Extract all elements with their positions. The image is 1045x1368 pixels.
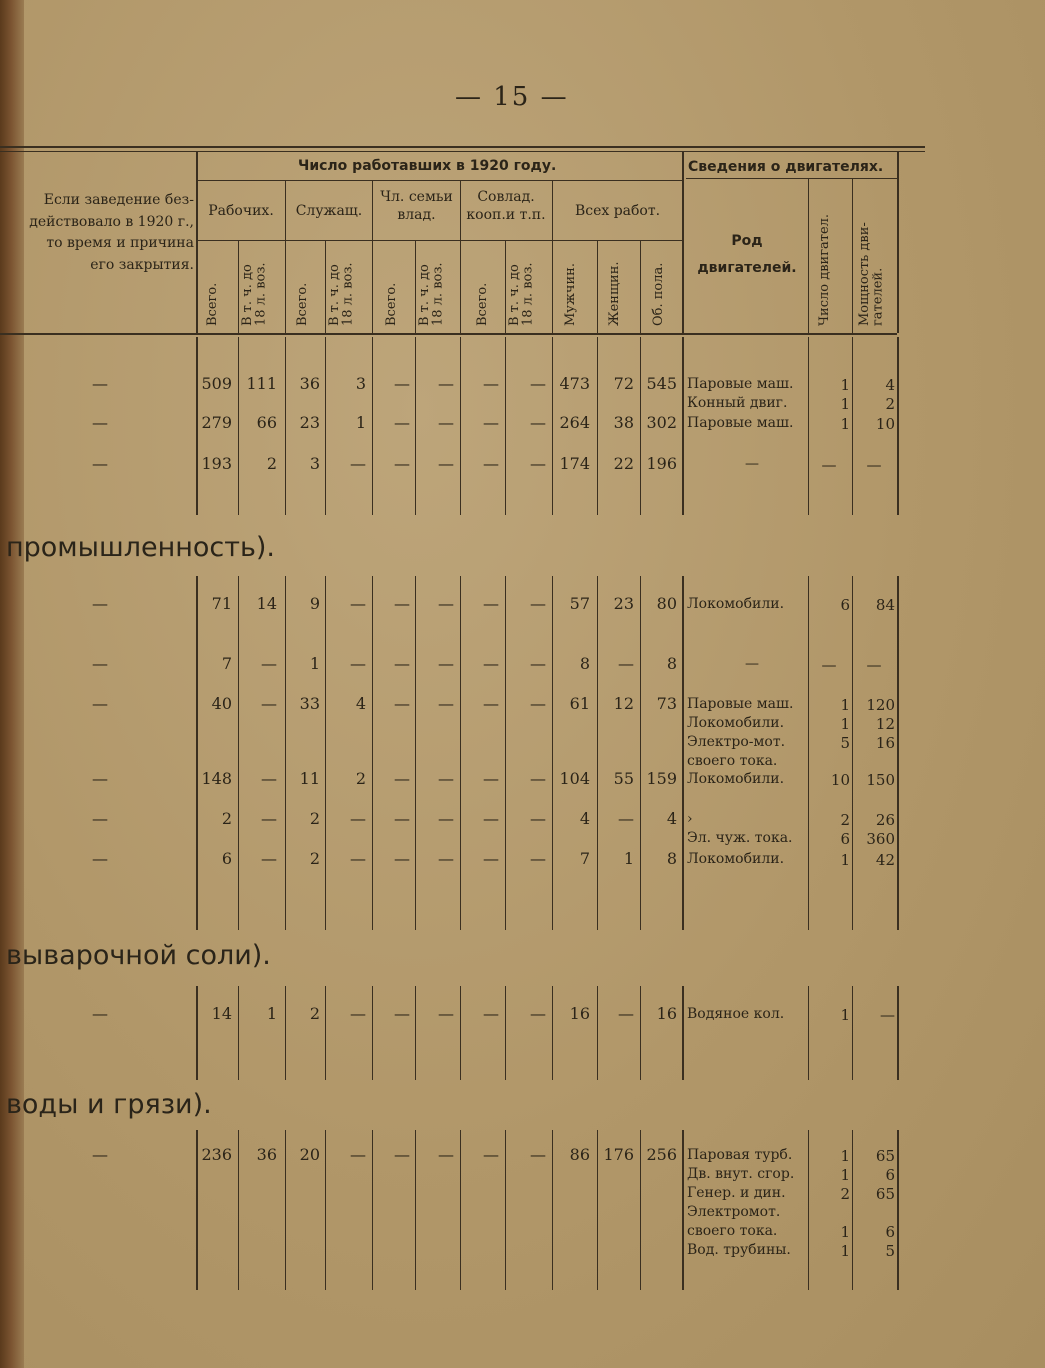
col-sep [808, 178, 809, 333]
row-closure-note: — [92, 849, 108, 868]
table-cell: 3 [355, 374, 366, 393]
col-rule [505, 576, 506, 930]
col-rule [897, 986, 899, 1080]
table-cell: 4 [579, 809, 590, 828]
table-cell: — [483, 769, 499, 788]
col-sep [415, 240, 416, 333]
table-cell: — [530, 454, 546, 473]
row-closure-note: — [92, 1145, 108, 1164]
table-cell: — [438, 1145, 454, 1164]
table-cell: — [483, 454, 499, 473]
table-cell: — [618, 1004, 634, 1023]
engine-power: — [866, 656, 882, 674]
sub-cooperative: Совлад. кооп.и т.п. [466, 189, 546, 224]
col-engine-power: Мощность дви- гателей. [857, 222, 886, 326]
col-rule [196, 576, 198, 930]
col-rule [505, 986, 506, 1080]
table-cell: 57 [569, 594, 590, 613]
engine-type: › [687, 811, 693, 827]
table-cell: — [394, 654, 410, 673]
col-rule [682, 576, 684, 930]
row-closure-note: — [92, 769, 108, 788]
table-cell: 302 [646, 413, 677, 432]
table-cell: 38 [613, 413, 634, 432]
col-under18: В т. ч. до 18 л. воз. [507, 262, 536, 326]
table-cell: 2 [266, 454, 277, 473]
table-cell: — [483, 694, 499, 713]
table-cell: — [261, 694, 277, 713]
col-rule [552, 986, 553, 1080]
table-cell: 148 [201, 769, 232, 788]
table-cell: — [394, 849, 410, 868]
col-rule [238, 576, 239, 930]
sub-workers: Рабочих. [208, 203, 274, 219]
table-cell: 8 [579, 654, 590, 673]
engine-power: 10 [875, 415, 895, 433]
table-cell: 7 [221, 654, 232, 673]
table-cell: 11 [299, 769, 320, 788]
table-cell: — [261, 849, 277, 868]
table-cell: — [394, 1145, 410, 1164]
table-cell: 256 [646, 1145, 677, 1164]
engine-power: 65 [875, 1147, 895, 1165]
table-cell: 20 [299, 1145, 320, 1164]
table-cell: — [394, 374, 410, 393]
col-rule [552, 576, 553, 930]
engine-type: своего тока. [687, 753, 778, 769]
row-closure-note: — [92, 1004, 108, 1023]
table-cell: 8 [666, 654, 677, 673]
section-heading: промышленность). [6, 532, 275, 563]
table-cell: 2 [355, 769, 366, 788]
table-cell: — [530, 1004, 546, 1023]
table-cell: 473 [559, 374, 590, 393]
engine-type: Локомобили. [687, 771, 785, 787]
table-cell: 509 [201, 374, 232, 393]
col-rule [372, 986, 373, 1080]
col-rule [415, 576, 416, 930]
engine-power: 42 [875, 851, 895, 869]
engine-count: 5 [840, 734, 850, 752]
engine-power: 26 [875, 811, 895, 829]
group-header-rule [198, 180, 683, 181]
engine-power: 2 [885, 395, 895, 413]
table-cell: 40 [211, 694, 232, 713]
engine-count: 1 [840, 1223, 850, 1241]
engine-type: своего тока. [687, 1223, 778, 1239]
engine-count: 10 [830, 771, 850, 789]
table-cell: 6 [221, 849, 232, 868]
table-cell: 193 [201, 454, 232, 473]
engine-type: Водяное кол. [687, 1006, 785, 1022]
engine-count: 1 [840, 715, 850, 733]
table-cell: — [261, 769, 277, 788]
section-heading: выварочной соли). [6, 940, 271, 971]
table-cell: — [438, 413, 454, 432]
engine-power: — [866, 456, 882, 474]
row-closure-note: — [92, 413, 108, 432]
table-cell: 33 [299, 694, 320, 713]
table-cell: — [530, 809, 546, 828]
engine-count: 1 [840, 395, 850, 413]
col-sep [325, 240, 326, 333]
col-under18: В т. ч. до 18 л. воз. [240, 262, 269, 326]
sub-employees: Служащ. [295, 203, 363, 219]
table-cell: 14 [211, 1004, 232, 1023]
table-cell: — [530, 1145, 546, 1164]
engine-power: 84 [875, 596, 895, 614]
table-cell: 236 [201, 1145, 232, 1164]
table-cell: — [394, 413, 410, 432]
col-rule [597, 576, 598, 930]
engine-type: Генер. и дин. [687, 1185, 786, 1201]
table-cell: — [350, 849, 366, 868]
table-cell: — [350, 594, 366, 613]
table-cell: 111 [246, 374, 277, 393]
col-rule [597, 986, 598, 1080]
row-closure-note: — [92, 594, 108, 613]
table-cell: 3 [309, 454, 320, 473]
inactive-header: Если заведение без- действовало в 1920 г., то время и причина его закрытия. [29, 192, 194, 274]
col-rule [460, 576, 461, 930]
table-cell: — [261, 809, 277, 828]
engine-type: Электромот. [687, 1204, 781, 1220]
col-both-sexes: Об. пола. [651, 262, 666, 326]
col-women: Женщин. [607, 261, 622, 326]
table-cell: — [530, 769, 546, 788]
col-rule [897, 576, 899, 930]
table-cell: — [483, 374, 499, 393]
table-cell: 4 [355, 694, 366, 713]
page-number: — 15 — [455, 82, 569, 112]
table-cell: — [530, 694, 546, 713]
table-cell: 264 [559, 413, 590, 432]
table-cell: 2 [221, 809, 232, 828]
row-closure-note: — [92, 694, 108, 713]
col-sep [238, 240, 239, 333]
row-closure-note: — [92, 809, 108, 828]
table-cell: 1 [266, 1004, 277, 1023]
engine-type: — [745, 456, 759, 472]
engine-type: Эл. чуж. тока. [687, 830, 793, 846]
table-cell: 86 [569, 1145, 590, 1164]
table-cell: — [394, 694, 410, 713]
col-sep [597, 240, 598, 333]
col-rule [460, 986, 461, 1080]
engine-power: 4 [885, 376, 895, 394]
table-cell: — [350, 454, 366, 473]
col-sep [505, 240, 506, 333]
table-cell: 71 [211, 594, 232, 613]
engine-count: 1 [840, 376, 850, 394]
col-sep [897, 152, 899, 333]
table-cell: 22 [613, 454, 634, 473]
table-cell: — [350, 654, 366, 673]
col-sep [852, 178, 853, 333]
table-cell: — [618, 654, 634, 673]
engine-type: Локомобили. [687, 596, 785, 612]
col-rule [852, 986, 853, 1080]
table-cell: 23 [299, 413, 320, 432]
engine-count: 2 [840, 811, 850, 829]
engine-power: 120 [866, 696, 895, 714]
engine-count: 1 [840, 415, 850, 433]
engine-type: Конный двиг. [687, 395, 788, 411]
col-rule [682, 1130, 684, 1290]
col-rule [196, 986, 198, 1080]
table-cell: — [483, 849, 499, 868]
col-total: Всего. [475, 282, 490, 326]
table-cell: 104 [559, 769, 590, 788]
table-cell: — [394, 769, 410, 788]
table-cell: 1 [623, 849, 634, 868]
table-cell: — [261, 654, 277, 673]
table-cell: 23 [613, 594, 634, 613]
table-cell: — [438, 594, 454, 613]
col-sep [640, 240, 641, 333]
table-cell: 7 [579, 849, 590, 868]
col-total: Всего. [295, 282, 310, 326]
table-cell: 1 [309, 654, 320, 673]
engine-count: — [821, 656, 837, 674]
table-cell: 16 [656, 1004, 677, 1023]
col-rule [897, 1130, 899, 1290]
col-rule [415, 986, 416, 1080]
col-rule [897, 337, 899, 515]
table-cell: 176 [603, 1145, 634, 1164]
col-rule [238, 986, 239, 1080]
table-cell: — [530, 413, 546, 432]
table-cell: — [394, 809, 410, 828]
table-cell: 72 [613, 374, 634, 393]
table-cell: 4 [666, 809, 677, 828]
col-rule [682, 986, 684, 1080]
col-rule [372, 576, 373, 930]
engine-count: 1 [840, 1006, 850, 1024]
table-cell: 36 [256, 1145, 277, 1164]
table-cell: 159 [646, 769, 677, 788]
engine-power: — [880, 1006, 895, 1024]
engine-power: 6 [885, 1223, 895, 1241]
engine-header-rule [686, 178, 898, 179]
table-cell: 73 [656, 694, 677, 713]
table-cell: — [438, 809, 454, 828]
row-closure-note: — [92, 374, 108, 393]
table-cell: 545 [646, 374, 677, 393]
sub-family: Чл. семьи влад. [380, 189, 453, 224]
engine-power: 150 [866, 771, 895, 789]
col-rule [325, 576, 326, 930]
engine-power: 12 [875, 715, 895, 733]
table-cell: — [530, 654, 546, 673]
engine-count: 1 [840, 1166, 850, 1184]
table-cell: 36 [299, 374, 320, 393]
row-closure-note: — [92, 654, 108, 673]
sub-total-workers: Всех работ. [574, 203, 661, 219]
col-men: Мужчин. [563, 263, 578, 326]
col-sep [682, 152, 684, 333]
table-cell: 196 [646, 454, 677, 473]
section-heading: воды и грязи). [6, 1089, 212, 1120]
engine-power: 5 [885, 1242, 895, 1260]
col-rule [682, 337, 684, 515]
engine-count: 1 [840, 1242, 850, 1260]
table-cell: — [483, 1004, 499, 1023]
table-cell: — [618, 809, 634, 828]
table-cell: — [394, 594, 410, 613]
table-cell: — [438, 769, 454, 788]
engine-count: — [821, 456, 837, 474]
engine-count: 1 [840, 696, 850, 714]
engine-type: Паровые маш. [687, 415, 794, 431]
table-cell: 55 [613, 769, 634, 788]
col-rule [808, 576, 809, 930]
table-cell: — [483, 594, 499, 613]
engine-type: Локомобили. [687, 851, 785, 867]
table-cell: — [350, 809, 366, 828]
col-rule [285, 576, 286, 930]
col-sep [196, 152, 198, 333]
table-cell: 8 [666, 849, 677, 868]
table-cell: — [438, 374, 454, 393]
table-cell: — [530, 374, 546, 393]
table-cell: — [394, 1004, 410, 1023]
table-cell: — [483, 413, 499, 432]
engine-type: Вод. трубины. [687, 1242, 791, 1258]
col-total: Всего. [205, 282, 220, 326]
table-cell: 2 [309, 849, 320, 868]
table-cell: — [483, 1145, 499, 1164]
row-closure-note: — [92, 454, 108, 473]
subgroup-rule [198, 240, 683, 241]
table-cell: — [438, 654, 454, 673]
table-cell: — [438, 454, 454, 473]
table-cell: — [483, 809, 499, 828]
workers-group-header: Число работавших в 1920 году. [298, 158, 557, 174]
table-cell: — [350, 1145, 366, 1164]
col-under18: В т. ч. до 18 л. воз. [327, 262, 356, 326]
engine-type: Локомобили. [687, 715, 785, 731]
table-cell: — [350, 1004, 366, 1023]
table-cell: 2 [309, 809, 320, 828]
table-cell: — [438, 849, 454, 868]
col-total: Всего. [384, 282, 399, 326]
engines-group-header: Сведения о двигателях. [688, 159, 884, 175]
table-cell: 16 [569, 1004, 590, 1023]
table-cell: — [483, 654, 499, 673]
table-cell: 2 [309, 1004, 320, 1023]
header-top-rule-2 [0, 151, 925, 152]
col-rule [325, 986, 326, 1080]
header-top-rule [0, 146, 925, 148]
header-bottom-rule [0, 333, 897, 335]
engine-type-header: Род двигателей. [697, 233, 797, 276]
table-cell: 80 [656, 594, 677, 613]
table-cell: 12 [613, 694, 634, 713]
engine-type: Паровая турб. [687, 1147, 793, 1163]
table-cell: 279 [201, 413, 232, 432]
engine-power: 360 [866, 830, 895, 848]
col-rule [640, 576, 641, 930]
engine-count: 1 [840, 851, 850, 869]
engine-count: 1 [840, 1147, 850, 1165]
engine-type: Дв. внут. сгор. [687, 1166, 795, 1182]
table-cell: 9 [309, 594, 320, 613]
engine-power: 6 [885, 1166, 895, 1184]
engine-count: 6 [840, 830, 850, 848]
engine-power: 65 [875, 1185, 895, 1203]
col-rule [640, 986, 641, 1080]
engine-type: — [745, 656, 759, 672]
table-cell: 66 [256, 413, 277, 432]
col-rule [808, 986, 809, 1080]
col-under18: В т. ч. до 18 л. воз. [417, 262, 446, 326]
engine-power: 16 [875, 734, 895, 752]
table-cell: — [530, 594, 546, 613]
col-rule [852, 576, 853, 930]
col-engine-count: Число двигател. [817, 213, 832, 326]
engine-type: Паровые маш. [687, 376, 794, 392]
table-cell: — [438, 694, 454, 713]
table-cell: — [394, 454, 410, 473]
engine-type: Электро-мот. [687, 734, 786, 750]
engine-count: 2 [840, 1185, 850, 1203]
table-cell: — [530, 849, 546, 868]
table-cell: — [438, 1004, 454, 1023]
engine-type: Паровые маш. [687, 696, 794, 712]
table-cell: 61 [569, 694, 590, 713]
engine-count: 6 [840, 596, 850, 614]
table-cell: 1 [355, 413, 366, 432]
table-cell: 174 [559, 454, 590, 473]
table-cell: 14 [256, 594, 277, 613]
col-rule [285, 986, 286, 1080]
